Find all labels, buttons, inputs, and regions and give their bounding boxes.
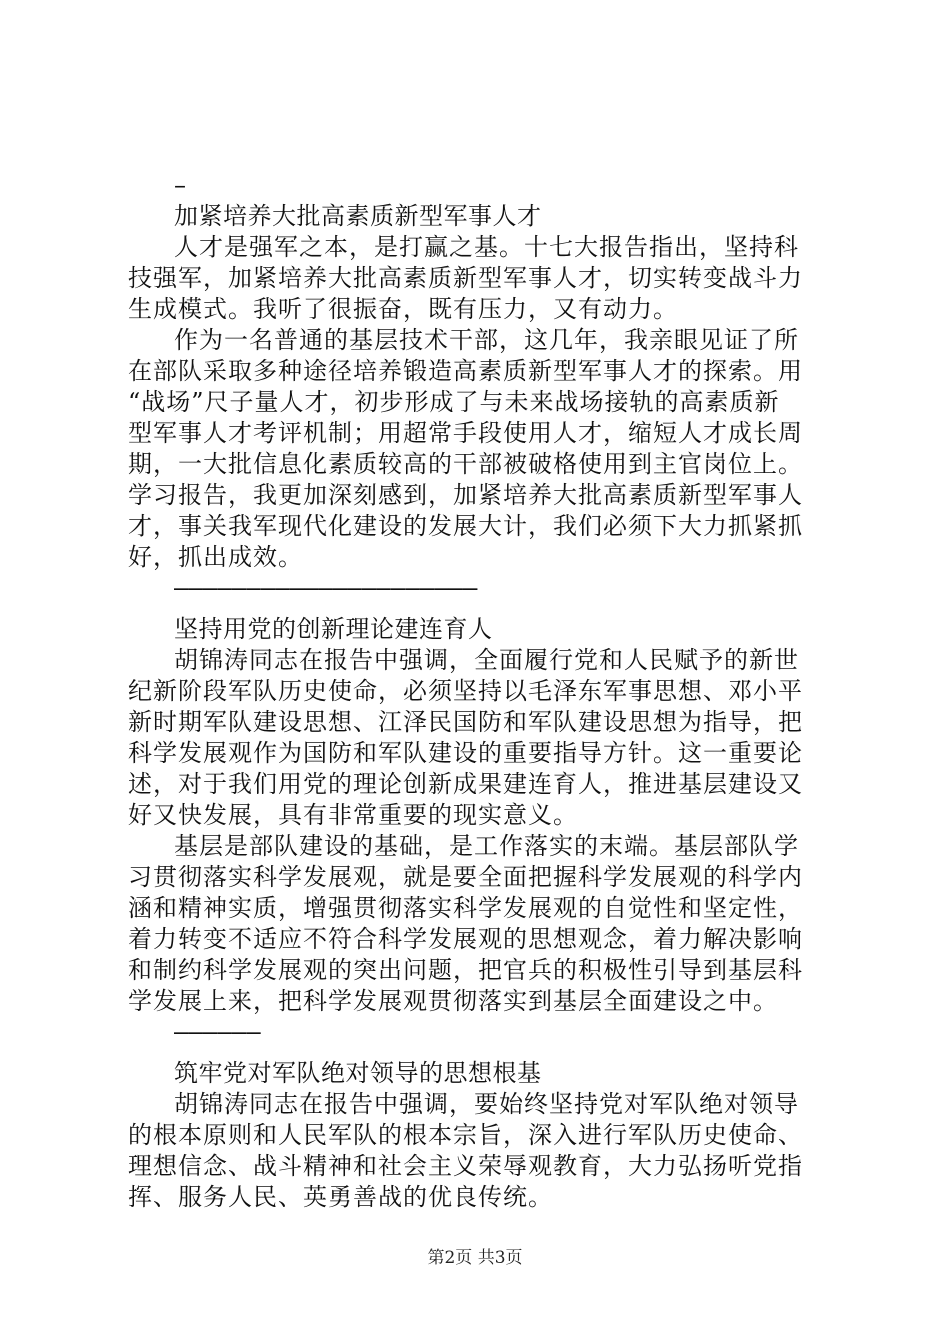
paragraph-line: 和制约科学发展观的突出问题，把官兵的积极性引导到基层科 bbox=[128, 956, 803, 984]
paragraph-line: 习贯彻落实科学发展观，就是要全面把握科学发展观的科学内 bbox=[128, 863, 803, 891]
paragraph-line: 胡锦涛同志在报告中强调，全面履行党和人民赋予的新世 bbox=[174, 646, 799, 674]
paragraph-line: 才，事关我军现代化建设的发展大计，我们必须下大力抓紧抓 bbox=[128, 512, 803, 540]
paragraph bbox=[128, 1089, 828, 1213]
paragraph bbox=[128, 232, 828, 325]
section-title: 筑牢党对军队绝对领导的思想根基 bbox=[174, 1059, 542, 1087]
paragraph-line: 在部队采取多种途径培养锻造高素质新型军事人才的探索。用 bbox=[128, 357, 803, 385]
paragraph-line: 述，对于我们用党的理论创新成果建连育人，推进基层建设又 bbox=[128, 770, 803, 798]
paragraph-line: 涵和精神实质，增强贯彻落实科学发展观的自觉性和坚定性， bbox=[128, 894, 803, 922]
paragraph-line: 胡锦涛同志在报告中强调，要始终坚持党对军队绝对领导 bbox=[174, 1090, 799, 1118]
document-body bbox=[128, 170, 828, 1213]
paragraph-line: 型军事人才考评机制；用超常手段使用人才，缩短人才成长周 bbox=[128, 419, 803, 447]
paragraph-line: 理想信念、战斗精神和社会主义荣辱观教育，大力弘扬听党指 bbox=[128, 1152, 803, 1180]
section-title: 坚持用党的创新理论建连育人 bbox=[174, 615, 493, 643]
section-separator: —————— bbox=[174, 1018, 261, 1046]
paragraph-line: 作为一名普通的基层技术干部，这几年，我亲眼见证了所 bbox=[174, 326, 799, 354]
section-title: 加紧培养大批高素质新型军事人才 bbox=[174, 202, 542, 230]
paragraph-line: 学发展上来，把科学发展观贯彻落实到基层全面建设之中。 bbox=[128, 987, 778, 1015]
paragraph-line: 生成模式。我听了很振奋，既有压力，又有动力。 bbox=[128, 295, 678, 323]
paragraph-line: 基层是部队建设的基础，是工作落实的末端。基层部队学 bbox=[174, 832, 799, 860]
paragraph-line: 学习报告，我更加深刻感到，加紧培养大批高素质新型军事人 bbox=[128, 481, 803, 509]
paragraph-line: 技强军，加紧培养大批高素质新型军事人才，切实转变战斗力 bbox=[128, 264, 803, 292]
paragraph-line: 科学发展观作为国防和军队建设的重要指导方针。这一重要论 bbox=[128, 739, 803, 767]
paragraph-line: 好又快发展，具有非常重要的现实意义。 bbox=[128, 801, 578, 829]
paragraph-line: 挥、服务人民、英勇善战的优良传统。 bbox=[128, 1183, 553, 1211]
paragraph bbox=[128, 831, 828, 1017]
page-number-footer: 第2页 共3页 bbox=[427, 1248, 523, 1268]
paragraph-line: 纪新阶段军队历史使命，必须坚持以毛泽东军事思想、邓小平 bbox=[128, 677, 803, 705]
paragraph bbox=[128, 325, 828, 573]
section-separator: ————————————————————— bbox=[174, 574, 478, 602]
top-mark: – bbox=[174, 171, 187, 199]
paragraph-line: 期，一大批信息化素质较高的干部被破格使用到主官岗位上。 bbox=[128, 450, 803, 478]
paragraph-line: 的根本原则和人民军队的根本宗旨，深入进行军队历史使命、 bbox=[128, 1121, 803, 1149]
paragraph-line: 着力转变不适应不符合科学发展观的思想观念，着力解决影响 bbox=[128, 925, 803, 953]
paragraph-line: 新时期军队建设思想、江泽民国防和军队建设思想为指导，把 bbox=[128, 708, 803, 736]
paragraph-line: 好，抓出成效。 bbox=[128, 543, 303, 571]
paragraph-line: “战场”尺子量人才，初步形成了与未来战场接轨的高素质新 bbox=[128, 388, 780, 416]
paragraph bbox=[128, 645, 828, 831]
paragraph-line: 人才是强军之本，是打赢之基。十七大报告指出，坚持科 bbox=[174, 233, 799, 261]
